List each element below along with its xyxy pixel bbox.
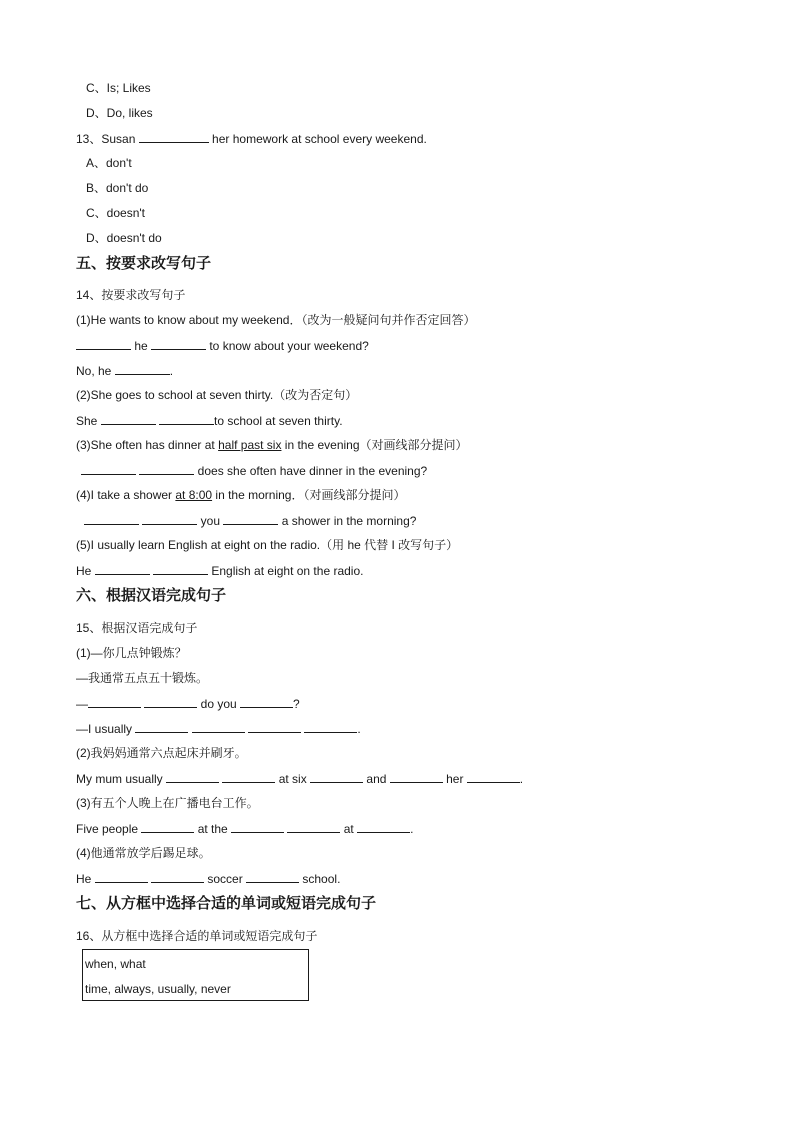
answer-blank[interactable] <box>304 720 357 733</box>
q15-chinese-2: (2)我妈妈通常六点起床并刷牙。 <box>76 746 247 760</box>
q14-sentence-3: (3)She often has dinner at half past six in the evening（对画线部分提问） <box>76 438 468 452</box>
q15-chinese-1a: (1)—你几点钟锻炼？ <box>76 646 187 660</box>
answer-blank[interactable] <box>88 695 141 708</box>
answer-blank[interactable] <box>95 870 148 883</box>
answer-blank[interactable] <box>231 820 284 833</box>
q13-option-b: B、don't do <box>86 181 149 195</box>
q15-title: 15、根据汉语完成句子 <box>76 621 198 635</box>
answer-blank[interactable] <box>357 820 410 833</box>
q15-chinese-3: (3)有五个人晚上在广播电台工作。 <box>76 796 259 810</box>
section-5-heading: 五、按要求改写句子 <box>76 254 212 272</box>
underlined-phrase: at 8:00 <box>175 488 213 502</box>
answer-blank[interactable] <box>81 462 136 475</box>
q14-sentence-4: (4)I take a shower at 8:00 in the morning．（对画线部分提问） <box>76 488 406 502</box>
answer-blank[interactable] <box>240 695 293 708</box>
q13-option-a: A、don't <box>86 156 132 170</box>
answer-blank[interactable] <box>139 130 209 143</box>
q14-answer-5: He English at eight on the radio. <box>76 564 364 578</box>
word-box <box>82 949 309 1001</box>
answer-blank[interactable] <box>166 770 219 783</box>
answer-blank[interactable] <box>248 720 301 733</box>
q14-sentence-1: (1)He wants to know about my weekend．（改为一般疑问句并作否定回答） <box>76 313 476 327</box>
answer-blank[interactable] <box>153 562 208 575</box>
answer-blank[interactable] <box>151 870 204 883</box>
q14-title: 14、按要求改写句子 <box>76 288 186 302</box>
q14-answer-1b: No, he . <box>76 364 174 378</box>
answer-blank[interactable] <box>142 512 197 525</box>
q15-answer-3: Five people at the at . <box>76 822 414 836</box>
q15-answer-1b: —I usually . <box>76 722 361 736</box>
answer-blank[interactable] <box>310 770 363 783</box>
q15-answer-2: My mum usually at six and her . <box>76 772 524 786</box>
q15-answer-1a: — do you ? <box>76 697 300 711</box>
answer-blank[interactable] <box>76 337 131 350</box>
answer-blank[interactable] <box>192 720 245 733</box>
q15-chinese-4: (4)他通常放学后踢足球。 <box>76 846 211 860</box>
q14-answer-4: you a shower in the morning? <box>84 512 416 529</box>
answer-blank[interactable] <box>223 512 278 525</box>
answer-blank[interactable] <box>115 362 170 375</box>
answer-blank[interactable] <box>95 562 150 575</box>
answer-blank[interactable] <box>287 820 340 833</box>
answer-blank[interactable] <box>144 695 197 708</box>
word-box-row-2: time, always, usually, never <box>85 982 231 996</box>
underlined-phrase: half past six <box>218 438 282 452</box>
q14-sentence-5: (5)I usually learn English at eight on the radio.（用 he 代替 I 改写句子） <box>76 538 459 552</box>
answer-blank[interactable] <box>139 462 194 475</box>
q14-answer-1a: he to know about your weekend? <box>76 337 369 354</box>
q13-option-d: D、doesn't do <box>86 231 162 245</box>
answer-blank[interactable] <box>222 770 275 783</box>
answer-blank[interactable] <box>135 720 188 733</box>
answer-blank[interactable] <box>390 770 443 783</box>
answer-blank[interactable] <box>151 337 206 350</box>
q15-answer-4: He soccer school. <box>76 872 341 886</box>
answer-blank[interactable] <box>101 412 156 425</box>
q12-option-c: C、Is; Likes <box>86 81 151 95</box>
answer-blank[interactable] <box>246 870 299 883</box>
q13-option-c: C、doesn't <box>86 206 145 220</box>
answer-blank[interactable] <box>84 512 139 525</box>
section-7-heading: 七、从方框中选择合适的单词或短语完成句子 <box>76 894 377 912</box>
q13-stem: 13、Susan her homework at school every weekend. <box>76 132 427 146</box>
q16-title: 16、从方框中选择合适的单词或短语完成句子 <box>76 929 318 943</box>
q14-answer-2: She to school at seven thirty. <box>76 414 343 428</box>
answer-blank[interactable] <box>141 820 194 833</box>
answer-blank[interactable] <box>467 770 520 783</box>
answer-blank[interactable] <box>159 412 214 425</box>
q14-answer-3: does she often have dinner in the evening? <box>81 462 427 479</box>
q14-sentence-2: (2)She goes to school at seven thirty.（改为否定句） <box>76 388 358 402</box>
q15-chinese-1b: —我通常五点五十锻炼。 <box>76 671 209 685</box>
section-6-heading: 六、根据汉语完成句子 <box>76 586 227 604</box>
q12-option-d: D、Do, likes <box>86 106 153 120</box>
word-box-row-1: when, what <box>85 957 146 971</box>
